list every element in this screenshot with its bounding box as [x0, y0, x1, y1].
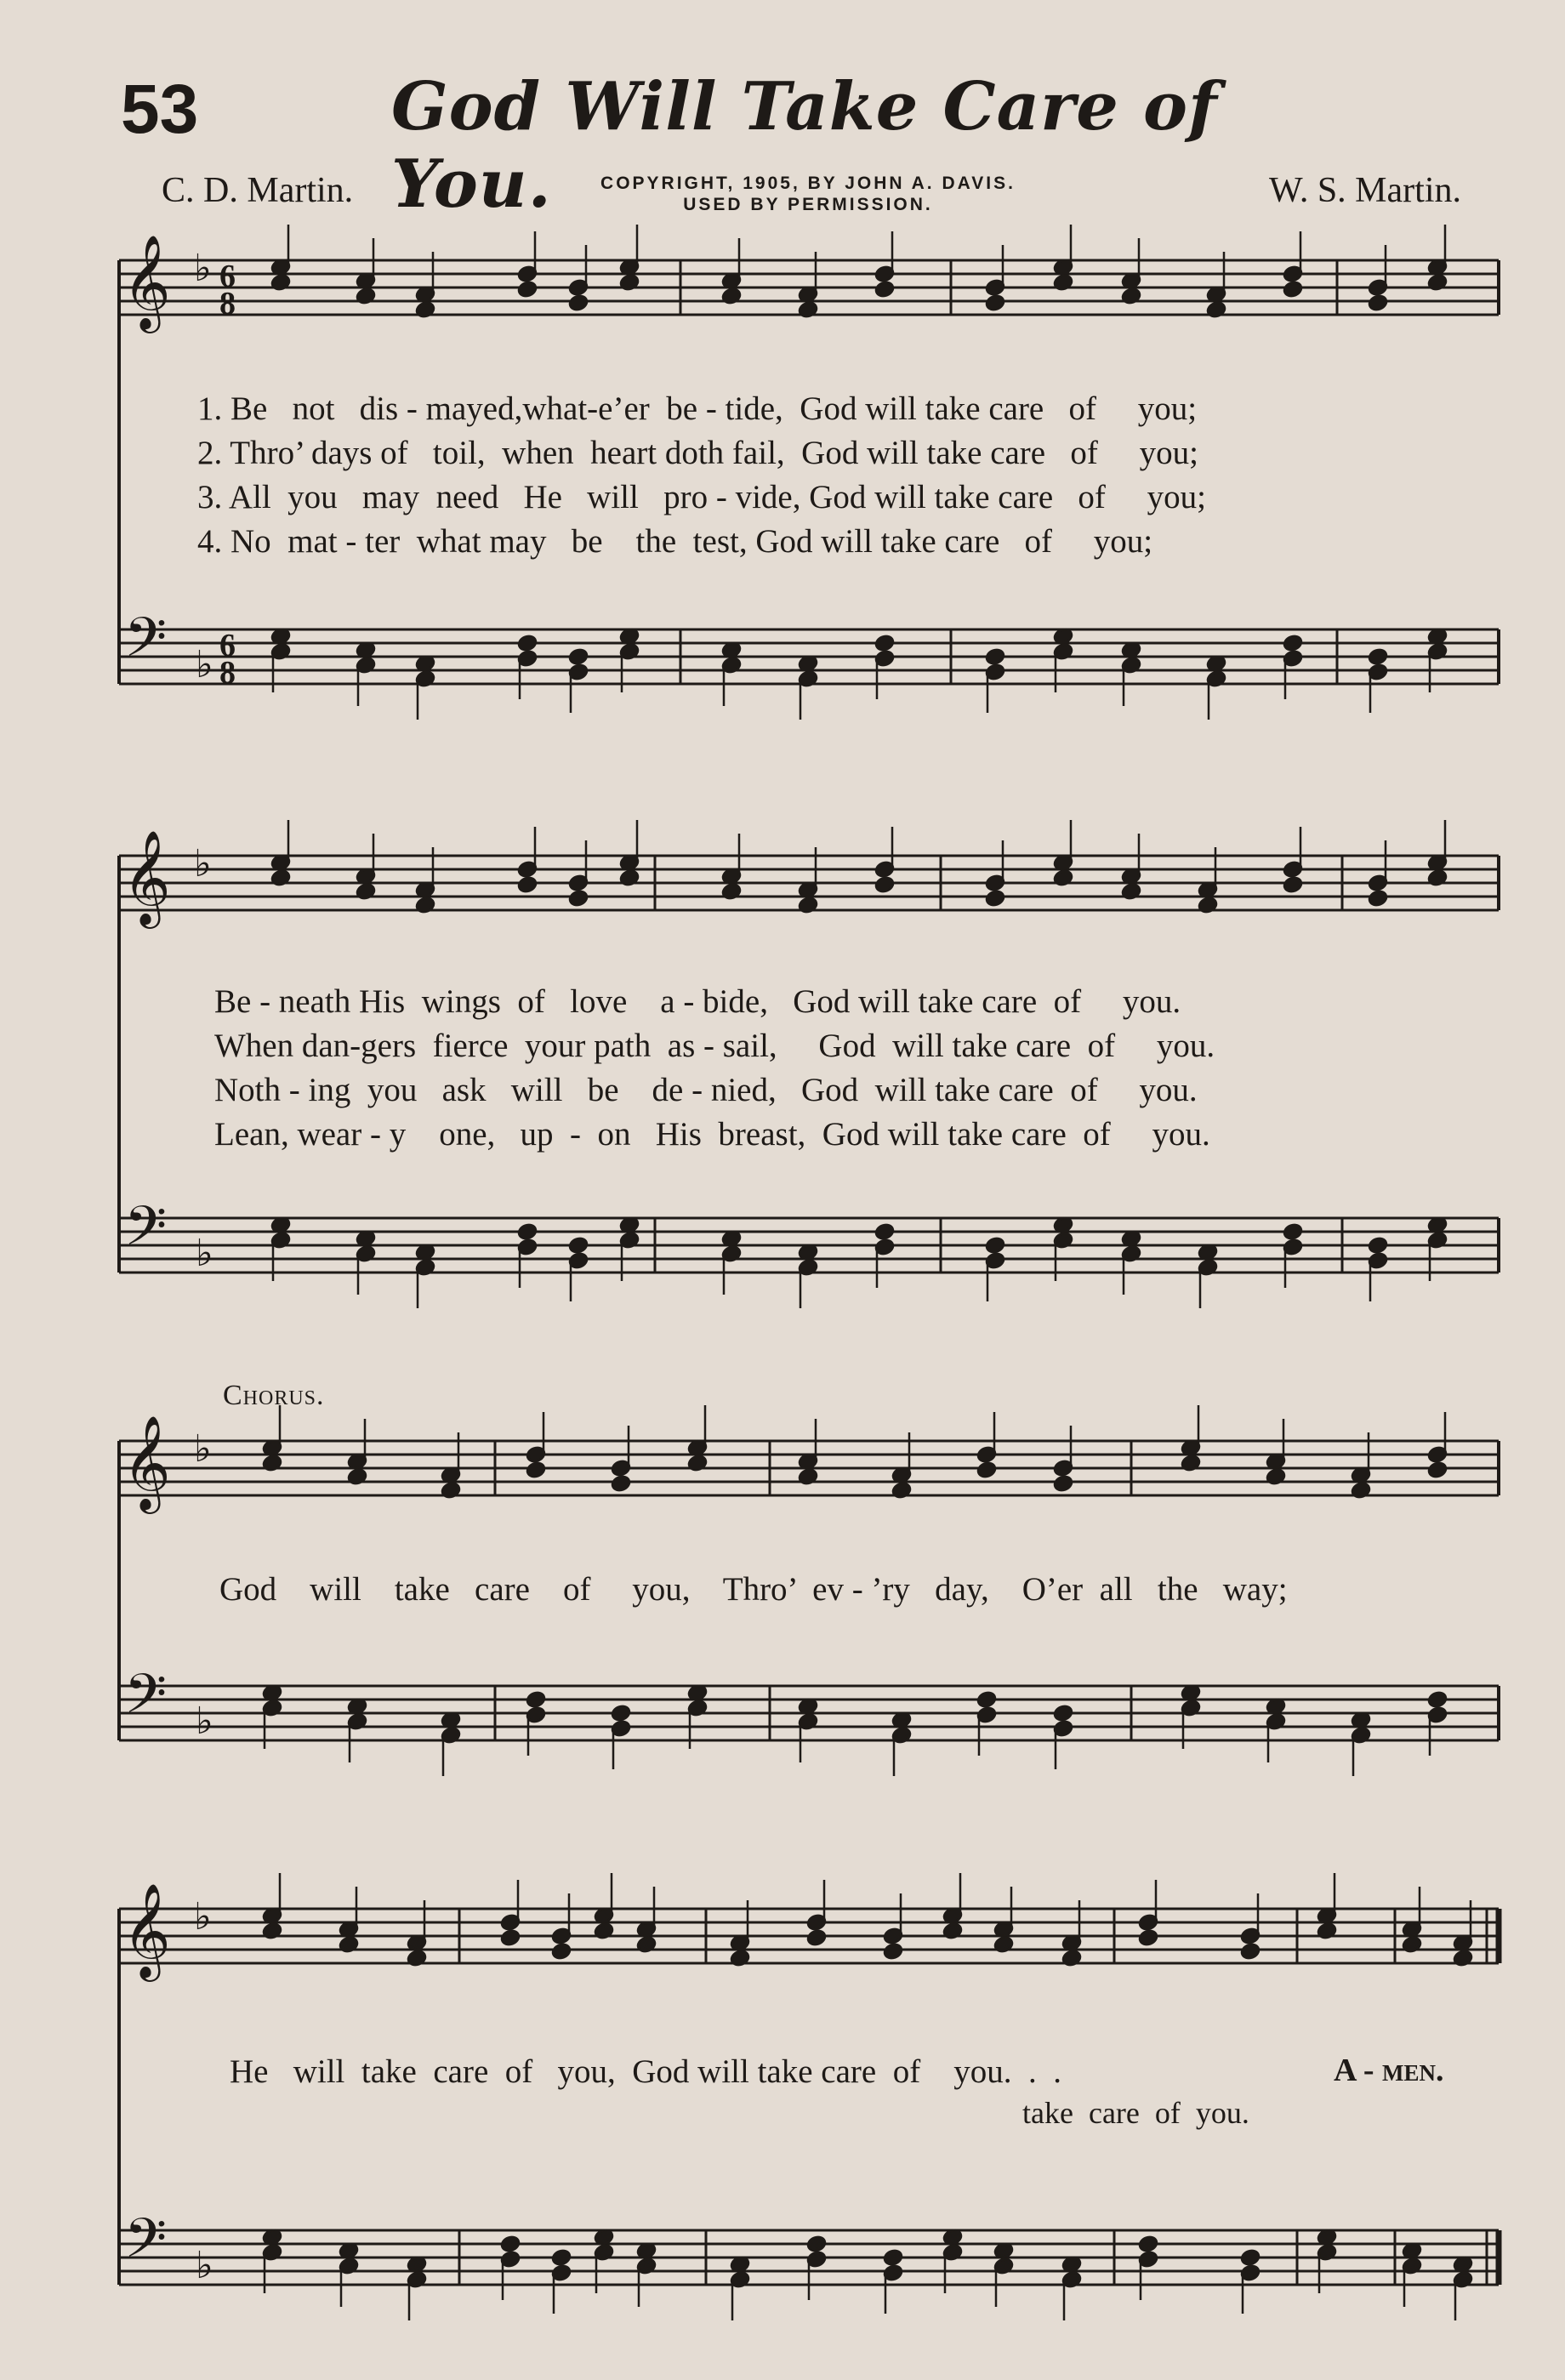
- treble-clef-icon: 𝄞: [122, 1415, 171, 1510]
- note-head: [985, 294, 1005, 312]
- note-head: [1427, 1461, 1448, 1479]
- verse-line-4b: Lean, wear - y one, up - on His breast, God will take care of you.: [214, 1116, 1210, 1153]
- flat-icon: ♭: [196, 2244, 213, 2287]
- note-head: [883, 2249, 903, 2267]
- verse-line-2b: When dan-gers fierce your path as - sail, God will take care of you.: [214, 1028, 1215, 1064]
- svg-text:6: 6: [219, 628, 236, 663]
- amen-text: A - men.: [1334, 2053, 1444, 2088]
- note-head: [883, 1943, 903, 1961]
- verse-line-1: 1. Be not dis - mayed,what-e’er be - tide, God will take care of you;: [197, 390, 1198, 427]
- note-head: [874, 635, 895, 652]
- note-head: [526, 1691, 546, 1709]
- note-head: [976, 1691, 997, 1709]
- note-head: [568, 890, 589, 908]
- bass-clef-icon: 𝄢: [124, 2207, 168, 2284]
- chorus-line-2: He will take care of you, God will take care of you. . .: [230, 2053, 1061, 2090]
- note-head: [976, 1461, 997, 1479]
- verse-line-3: 3. All you may need He will pro - vide, God will take care of you;: [197, 479, 1206, 515]
- note-head: [568, 648, 589, 666]
- note-head: [568, 1237, 589, 1255]
- flat-icon: ♭: [194, 1895, 212, 1939]
- note-head: [1240, 2249, 1261, 2267]
- time-signature-bass: [219, 628, 236, 691]
- verse-line-3b: Noth - ing you ask will be de - nied, God will take care of you.: [214, 1072, 1198, 1108]
- note-head: [517, 1223, 538, 1241]
- flat-icon: ♭: [196, 1700, 213, 1743]
- treble-clef-icon: 𝄞: [122, 829, 171, 925]
- note-head: [517, 876, 538, 894]
- note-head: [500, 2235, 521, 2253]
- note-head: [1368, 294, 1388, 312]
- note-head: [985, 648, 1005, 666]
- flat-icon: ♭: [194, 247, 212, 290]
- verse-line-2: 2. Thro’ days of toil, when heart doth fail, God will take care of you;: [197, 435, 1198, 471]
- note-head: [874, 876, 895, 894]
- hymn-number: 53: [121, 71, 199, 148]
- note-head: [526, 1461, 546, 1479]
- note-head: [517, 635, 538, 652]
- note-head: [1427, 1691, 1448, 1709]
- flat-icon: ♭: [196, 1232, 213, 1275]
- note-head: [1283, 635, 1303, 652]
- note-head: [500, 1929, 521, 1947]
- note-head: [1283, 876, 1303, 894]
- note-head: [806, 2235, 827, 2253]
- flat-icon: ♭: [194, 1427, 212, 1471]
- note-head: [1053, 1705, 1073, 1722]
- svg-text:6: 6: [219, 259, 236, 294]
- copyright-line: COPYRIGHT, 1905, BY JOHN A. DAVIS.: [600, 174, 1016, 193]
- note-head: [1368, 648, 1388, 666]
- note-head: [1138, 2235, 1158, 2253]
- note-head: [1368, 1237, 1388, 1255]
- chorus-line-1: God will take care of you, Thro’ ev - ’ry day, O’er all the way;: [219, 1571, 1288, 1608]
- chorus-label: Chorus.: [223, 1380, 325, 1411]
- note-head: [1283, 1223, 1303, 1241]
- note-head: [1053, 1475, 1073, 1493]
- alto-echo-line: take care of you.: [1022, 2096, 1249, 2130]
- flat-icon: ♭: [194, 842, 212, 885]
- verse-line-1b: Be - neath His wings of love a - bide, God will take care of you.: [214, 983, 1181, 1020]
- lyricist-credit: C. D. Martin.: [162, 171, 354, 210]
- svg-text:8: 8: [219, 655, 236, 691]
- composer-credit: W. S. Martin.: [1269, 171, 1461, 210]
- note-head: [874, 281, 895, 299]
- bass-clef-icon: 𝄢: [124, 1195, 168, 1272]
- note-head: [985, 1237, 1005, 1255]
- time-signature-treble: [219, 259, 236, 322]
- bass-clef-icon: 𝄢: [124, 1663, 168, 1739]
- note-head: [551, 2249, 572, 2267]
- note-head: [806, 1929, 827, 1947]
- note-head: [1240, 1943, 1261, 1961]
- note-head: [611, 1475, 631, 1493]
- note-head: [551, 1943, 572, 1961]
- note-head: [568, 294, 589, 312]
- treble-clef-icon: 𝄞: [122, 1882, 171, 1978]
- note-head: [517, 281, 538, 299]
- note-head: [1283, 281, 1303, 299]
- note-head: [874, 1223, 895, 1241]
- treble-clef-icon: 𝄞: [122, 234, 171, 329]
- flat-icon: ♭: [196, 643, 213, 686]
- bass-clef-icon: 𝄢: [124, 606, 168, 683]
- verse-line-4: 4. No mat - ter what may be the test, God will take care of you;: [197, 523, 1153, 560]
- note-head: [1368, 890, 1388, 908]
- svg-text:8: 8: [219, 286, 236, 322]
- note-head: [611, 1705, 631, 1722]
- hymn-title: God Will Take Care of You.: [391, 68, 1218, 223]
- permission-line: USED BY PERMISSION.: [683, 195, 933, 214]
- note-head: [1138, 1929, 1158, 1947]
- note-head: [985, 890, 1005, 908]
